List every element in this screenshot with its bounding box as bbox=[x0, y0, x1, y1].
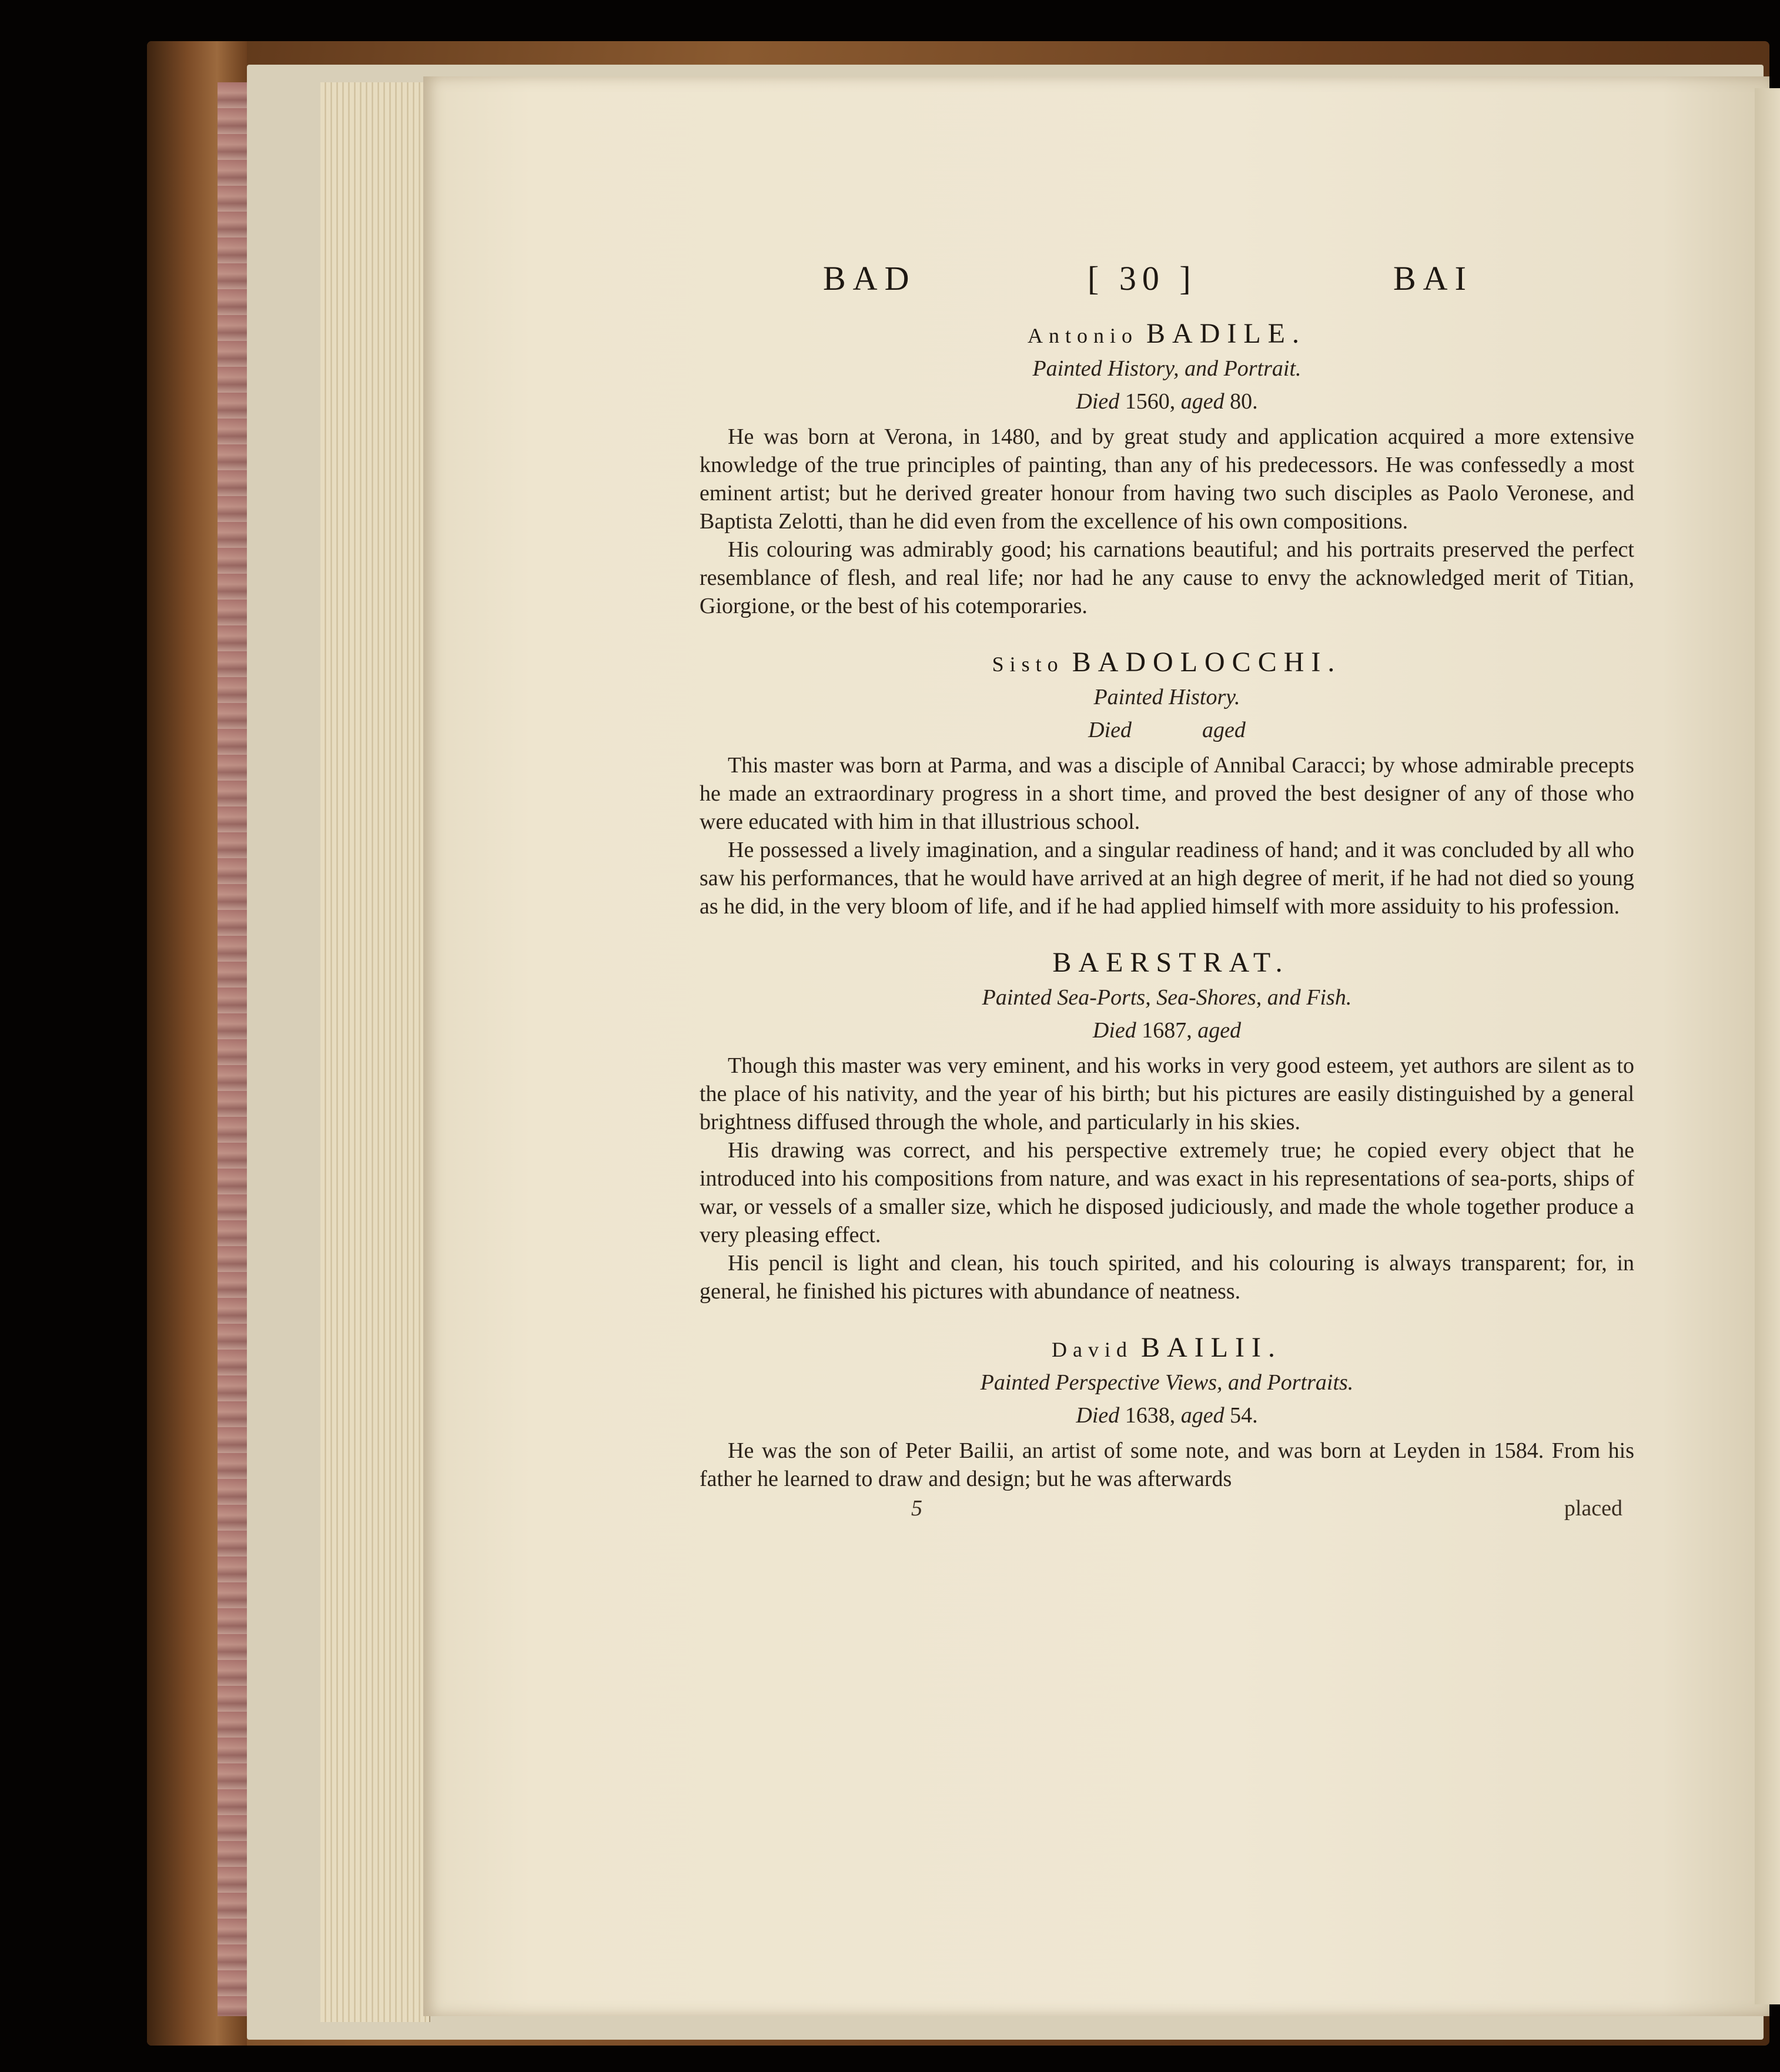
died-label: Died bbox=[1088, 718, 1132, 742]
entry-subtitle: Painted Perspective Views, and Portraits. bbox=[980, 1370, 1354, 1395]
died-label: Died bbox=[1092, 1018, 1136, 1043]
entry-heading bbox=[700, 317, 1634, 350]
entry-paragraph: This master was born at Parma, and was a disciple of Annibal Caracci; by whose admirable precepts he made an extraordinary progress in a short time, and proved the best designer of any of those who were educated with him in that illustrious school. bbox=[700, 753, 1634, 834]
running-head-right: BAI bbox=[1393, 259, 1473, 297]
biography-entry bbox=[700, 317, 1634, 620]
entry-subtitle: Painted Sea-Ports, Sea-Shores, and Fish. bbox=[982, 985, 1352, 1010]
aged-label: aged bbox=[1180, 389, 1224, 414]
entry-paragraph: His colouring was admirably good; his carnations beautiful; and his portraits preserved the perfect resemblance of flesh, and real life; nor had he any cause to envy the acknowledged merit of Titian, Giorgione, or the best of his cotemporaries. bbox=[700, 537, 1634, 618]
signature-mark: 5 bbox=[911, 1496, 922, 1521]
aged-value: 80. bbox=[1230, 389, 1258, 414]
entry-paragraph: His drawing was correct, and his perspective extremely true; he copied every object that he introduced into his compositions from nature, and was exact in his representations of sea-ports, ships of war, or vessels of a smaller size, which he disposed judiciously, and made the whole together produce a very pleasing effect. bbox=[700, 1138, 1634, 1247]
death-line bbox=[700, 1014, 1634, 1047]
entry-paragraph: He was the son of Peter Bailii, an artist of some note, and was born at Leyden in 1584. From his father he learned to draw and design; but he was afterwards bbox=[700, 1438, 1634, 1491]
page-foot bbox=[700, 1493, 1634, 1528]
entry-heading bbox=[700, 946, 1634, 979]
biography-entry bbox=[700, 946, 1634, 1306]
died-year: 1687, bbox=[1142, 1018, 1192, 1043]
page-number: [ 30 ] bbox=[1088, 259, 1197, 297]
running-head bbox=[700, 259, 1634, 317]
entry-heading bbox=[700, 1331, 1634, 1364]
entry-paragraph: Though this master was very eminent, and his works in very good esteem, yet authors are silent as to the place of his nativity, and the year of his birth; but his pictures are easily distinguished by a general brightness diffused through the whole, and particularly in his skies. bbox=[700, 1053, 1634, 1134]
entry-paragraph: He was born at Verona, in 1480, and by great study and application acquired a more extensive knowledge of the true principles of painting, than any of his predecessors. He was confessedly a most eminent artist; but he derived greater honour from having two such disciples as Paolo Veronese, and Baptista Zelotti, than he did even from the excellence of his own compositions. bbox=[700, 424, 1634, 534]
aged-label: aged bbox=[1197, 1018, 1242, 1043]
died-year: 1638, bbox=[1125, 1403, 1176, 1428]
death-line bbox=[700, 385, 1634, 418]
page-text bbox=[700, 259, 1634, 1528]
entry-heading bbox=[700, 646, 1634, 678]
biography-entry bbox=[700, 646, 1634, 920]
surname: BAERSTRAT. bbox=[1052, 947, 1290, 978]
entry-paragraph: His pencil is light and clean, his touch spirited, and his colouring is always transparent; for, in general, he finished his pictures with abundance of neatness. bbox=[700, 1251, 1634, 1304]
given-name: Sisto bbox=[992, 652, 1064, 676]
given-name: Antonio bbox=[1028, 324, 1139, 347]
stacked-page-edges bbox=[320, 82, 430, 2022]
aged-label: aged bbox=[1180, 1403, 1224, 1428]
aged-label: aged bbox=[1202, 718, 1246, 742]
died-year: 1560, bbox=[1125, 389, 1176, 414]
surname: BADILE. bbox=[1146, 318, 1306, 349]
surname: BAILII. bbox=[1141, 1332, 1282, 1363]
catchword: placed bbox=[1564, 1496, 1622, 1521]
biography-entry bbox=[700, 1331, 1634, 1493]
entry-subtitle: Painted History. bbox=[1093, 685, 1240, 709]
death-line bbox=[700, 714, 1634, 747]
entry-subtitle: Painted History, and Portrait. bbox=[1032, 356, 1301, 381]
given-name: David bbox=[1052, 1338, 1133, 1361]
death-line bbox=[700, 1399, 1634, 1432]
running-head-left: BAD bbox=[823, 259, 916, 297]
died-label: Died bbox=[1076, 389, 1120, 414]
next-page-edge bbox=[1755, 88, 1780, 2004]
died-label: Died bbox=[1076, 1403, 1120, 1428]
surname: BADOLOCCHI. bbox=[1072, 647, 1342, 678]
aged-value: 54. bbox=[1230, 1403, 1258, 1428]
entry-paragraph: He possessed a lively imagination, and a singular readiness of hand; and it was concluded by all who saw his performances, that he would have arrived at an high degree of merit, if he had not died so young as he did, in the very bloom of life, and if he had applied himself with more assiduity to his profession. bbox=[700, 838, 1634, 919]
